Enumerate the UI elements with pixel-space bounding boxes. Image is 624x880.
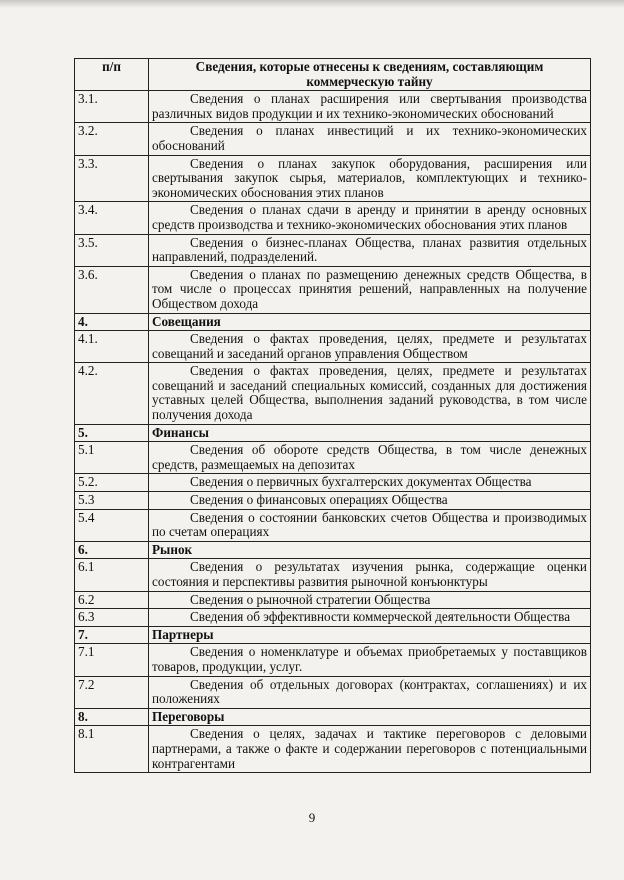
row-description	[149, 509, 591, 541]
row-description	[149, 609, 591, 627]
row-description	[149, 155, 591, 202]
row-number: 3.2.	[75, 123, 149, 155]
row-description	[149, 676, 591, 708]
row-description	[149, 644, 591, 676]
table-row	[75, 559, 591, 591]
table-row	[75, 442, 591, 474]
table-row	[75, 676, 591, 708]
row-description-text: Сведения о целях, задачах и тактике переговоров с деловыми партнерами, а также о факте и содержании переговоров с потенциальными контрагентами	[152, 726, 587, 771]
row-number: 6.3	[75, 609, 149, 627]
section-row	[75, 626, 591, 644]
table-row	[75, 266, 591, 313]
row-description	[149, 363, 591, 424]
row-number: 7.	[75, 626, 149, 644]
table-row	[75, 123, 591, 155]
row-description-text: Сведения о планах инвестиций и их технико-экономических обоснований	[152, 123, 587, 153]
trade-secret-table	[74, 58, 591, 773]
table-body	[75, 91, 591, 773]
row-description-text: Сведения о планах расширения или свертывания производства различных видов продукции и их технико-экономических обоснований	[152, 91, 587, 121]
table-row	[75, 726, 591, 773]
table-row	[75, 609, 591, 627]
row-description	[149, 492, 591, 510]
row-description	[149, 591, 591, 609]
row-number: 3.4.	[75, 202, 149, 234]
section-title: Совещания	[149, 313, 591, 331]
table-row	[75, 331, 591, 363]
table-row	[75, 644, 591, 676]
row-description-text: Сведения о планах закупок оборудования, расширения или свертывания закупок сырья, материалов, комплектующих и технико-экономических обоснования этих планов	[152, 155, 587, 200]
table-row	[75, 509, 591, 541]
row-description-text: Сведения об эффективности коммерческой деятельности Общества	[190, 609, 571, 625]
row-number: 3.3.	[75, 155, 149, 202]
row-number: 8.1	[75, 726, 149, 773]
table-row	[75, 234, 591, 266]
row-description-text: Сведения о финансовых операциях Общества	[190, 492, 448, 508]
row-number: 4.	[75, 313, 149, 331]
section-title: Финансы	[149, 424, 591, 442]
row-description	[149, 442, 591, 474]
row-description-text: Сведения об отдельных договорах (контрактах, соглашениях) и их положениях	[152, 676, 587, 707]
row-number: 6.1	[75, 559, 149, 591]
scan-edge	[0, 0, 624, 8]
row-number: 7.1	[75, 644, 149, 676]
table-row	[75, 474, 591, 492]
row-description	[149, 726, 591, 773]
row-description	[149, 474, 591, 492]
row-description-text: Сведения о состоянии банковских счетов Общества и производимых по счетам операциях	[152, 509, 587, 540]
row-number: 5.1	[75, 442, 149, 474]
header-number: п/п	[75, 59, 149, 91]
row-description-text: Сведения о результатах изучения рынка, содержащие оценки состояния и перспективы развития рыночной конъюнктуры	[152, 559, 587, 589]
table-row	[75, 202, 591, 234]
row-number: 3.6.	[75, 266, 149, 313]
row-number: 5.2.	[75, 474, 149, 492]
row-number: 6.	[75, 541, 149, 559]
row-number: 3.1.	[75, 91, 149, 123]
row-number: 5.3	[75, 492, 149, 510]
row-description-text: Сведения о фактах проведения, целях, предмете и результатах совещаний и заседаний специальных комиссий, созданных для достижения уставных целей Общества, выполнения заданий руководства, в том числе получения дохода	[152, 363, 587, 423]
page-number: 9	[308, 810, 316, 825]
row-number: 7.2	[75, 676, 149, 708]
section-row	[75, 708, 591, 726]
row-number: 6.2	[75, 591, 149, 609]
section-row	[75, 313, 591, 331]
row-description	[149, 331, 591, 363]
row-number: 3.5.	[75, 234, 149, 266]
row-number: 8.	[75, 708, 149, 726]
row-number: 5.4	[75, 509, 149, 541]
row-description-text: Сведения о первичных бухгалтерских документах Общества	[190, 474, 532, 490]
section-title: Партнеры	[149, 626, 591, 644]
row-description-text: Сведения о планах сдачи в аренду и принятии в аренду основных средств производства и технико-экономических обоснования этих планов	[152, 202, 587, 232]
row-number: 4.2.	[75, 363, 149, 424]
section-title: Рынок	[149, 541, 591, 559]
header-description: Сведения, которые отнесены к сведениям, составляющим коммерческую тайну	[149, 59, 591, 91]
section-row	[75, 424, 591, 442]
table-row	[75, 363, 591, 424]
table-header-row	[75, 59, 591, 91]
row-description-text: Сведения о бизнес-планах Общества, планах развития отдельных направлений, подразделений.	[152, 234, 587, 265]
row-description	[149, 266, 591, 313]
row-description	[149, 91, 591, 123]
row-number: 5.	[75, 424, 149, 442]
table-row	[75, 155, 591, 202]
row-description-text: Сведения об обороте средств Общества, в том числе денежных средств, размещаемых на депозитах	[152, 442, 587, 472]
row-description	[149, 202, 591, 234]
row-description-text: Сведения о номенклатуре и объемах приобретаемых у поставщиков товаров, продукции, услуг.	[152, 644, 587, 674]
row-description-text: Сведения о планах по размещению денежных средств Общества, в том числе о процессах принятия решений, направленных на получение Обществом дохода	[152, 266, 587, 311]
section-title: Переговоры	[149, 708, 591, 726]
row-description-text: Сведения о рыночной стратегии Общества	[190, 591, 431, 607]
table-row	[75, 91, 591, 123]
row-description-text: Сведения о фактах проведения, целях, предмете и результатах совещаний и заседаний органов управления Обществом	[152, 331, 587, 361]
section-row	[75, 541, 591, 559]
row-number: 4.1.	[75, 331, 149, 363]
row-description	[149, 234, 591, 266]
table-row	[75, 591, 591, 609]
table-row	[75, 492, 591, 510]
row-description	[149, 123, 591, 155]
row-description	[149, 559, 591, 591]
